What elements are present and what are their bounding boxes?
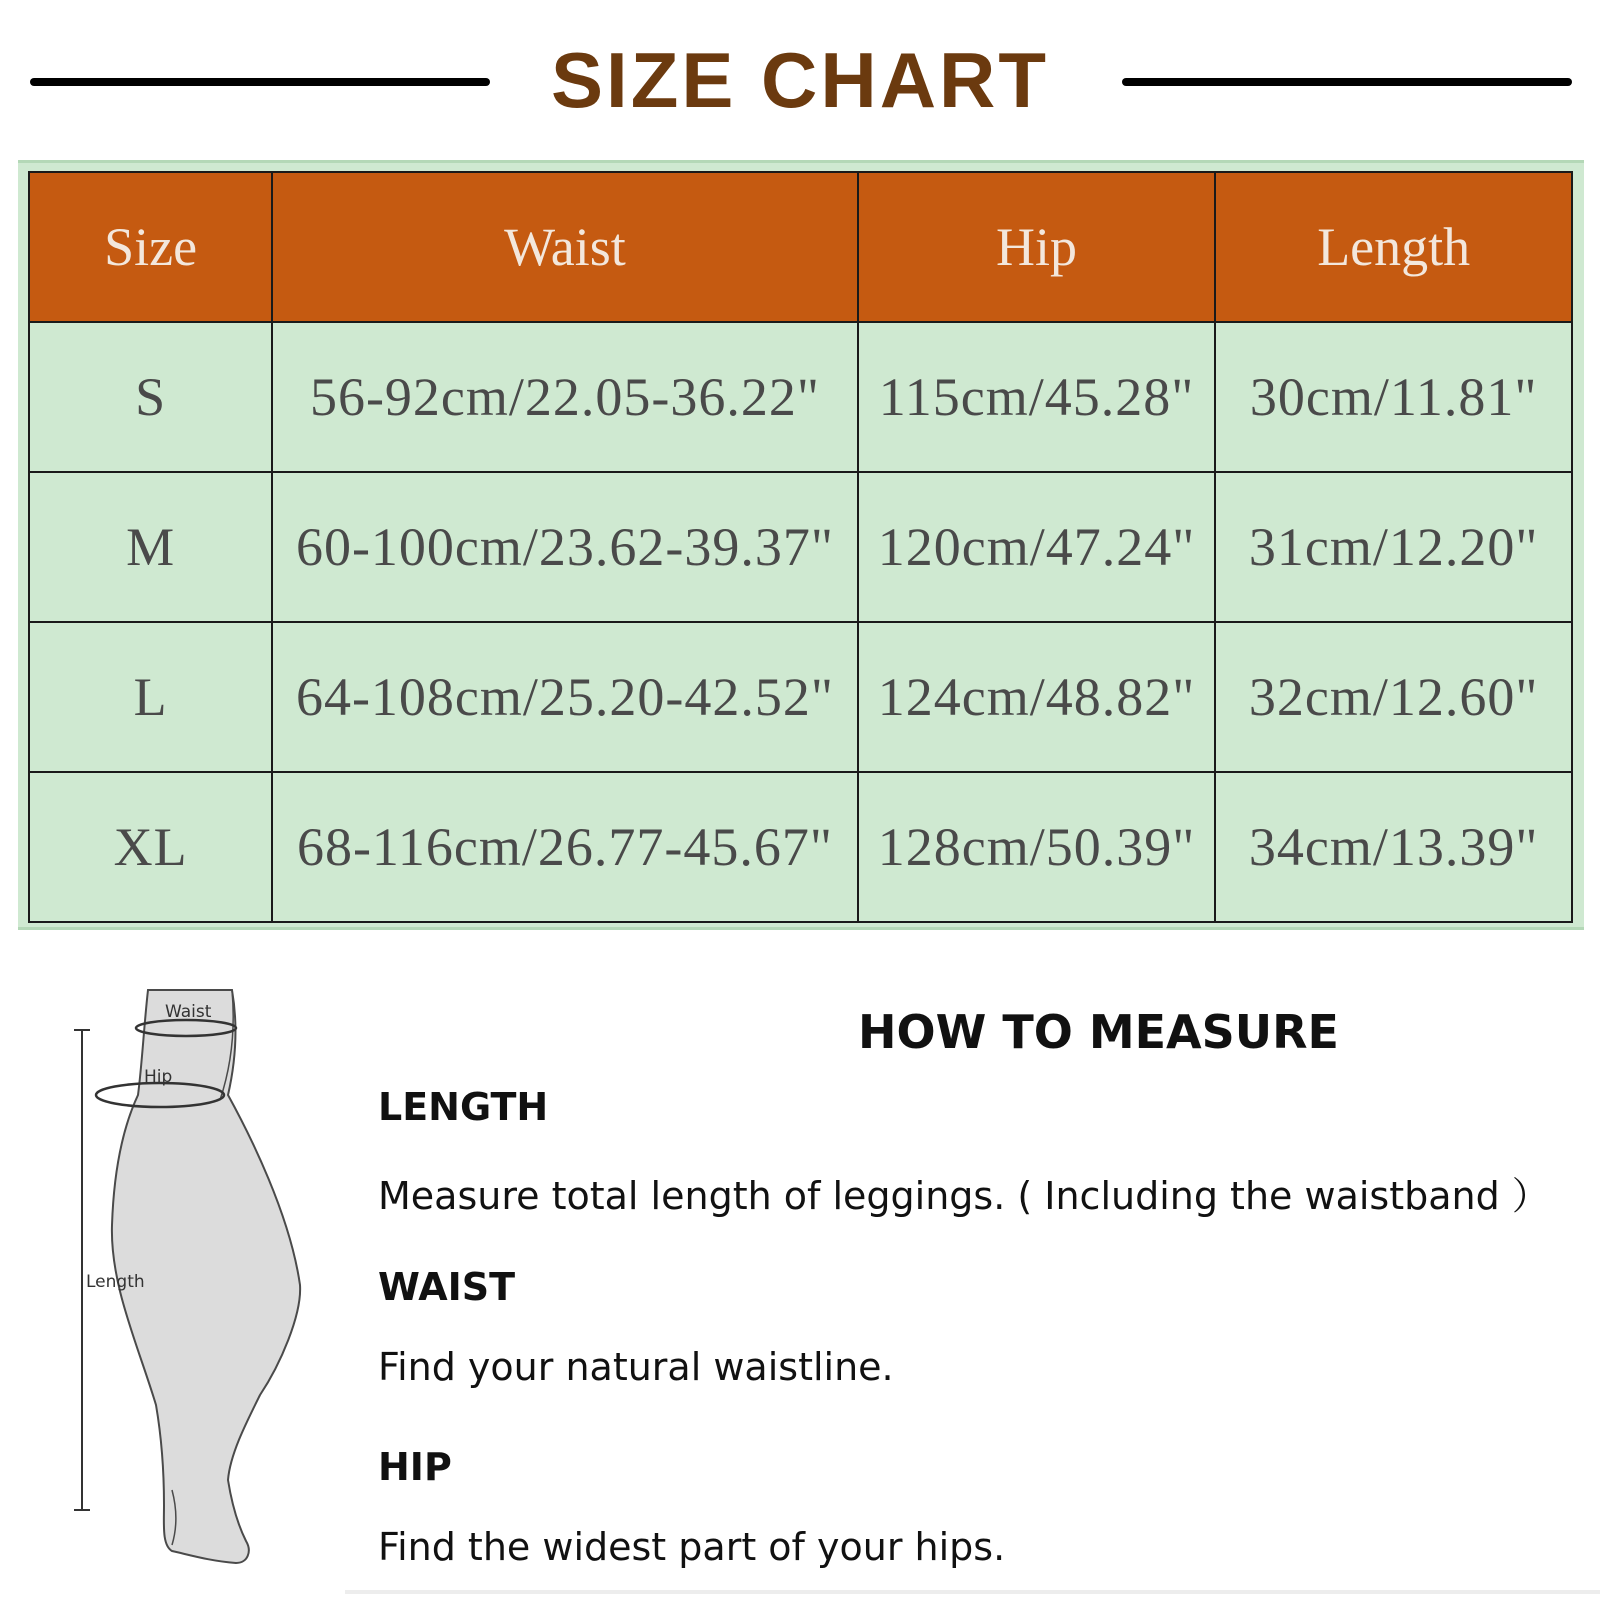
size-cell: L bbox=[29, 622, 272, 772]
waist-cell: 64-108cm/25.20-42.52" bbox=[272, 622, 858, 772]
section-title-length: LENGTH bbox=[378, 1085, 549, 1129]
hip-label: Hip bbox=[144, 1067, 173, 1087]
column-header-waist: Waist bbox=[272, 172, 858, 322]
how-to-measure-title: HOW TO MEASURE bbox=[858, 1005, 1339, 1059]
bottom-divider bbox=[345, 1590, 1600, 1594]
waist-cell: 68-116cm/26.77-45.67" bbox=[272, 772, 858, 922]
waist-label: Waist bbox=[165, 1002, 212, 1022]
column-header-hip: Hip bbox=[858, 172, 1216, 322]
waist-cell: 60-100cm/23.62-39.37" bbox=[272, 472, 858, 622]
section-text-length: Measure total length of leggings. ( Including the waistband ） bbox=[378, 1174, 1550, 1218]
page-title: SIZE CHART bbox=[551, 36, 1049, 124]
table-header-row bbox=[29, 172, 1572, 322]
size-cell: S bbox=[29, 322, 272, 472]
length-cell: 32cm/12.60" bbox=[1215, 622, 1572, 772]
section-title-hip: HIP bbox=[378, 1445, 452, 1489]
hip-cell: 115cm/45.28" bbox=[858, 322, 1216, 472]
size-table-panel bbox=[18, 160, 1584, 930]
size-cell: XL bbox=[29, 772, 272, 922]
hip-cell: 128cm/50.39" bbox=[858, 772, 1216, 922]
leggings-figure bbox=[60, 985, 340, 1585]
length-cell: 30cm/11.81" bbox=[1215, 322, 1572, 472]
section-text-waist: Find your natural waistline. bbox=[378, 1345, 894, 1389]
table-row bbox=[29, 772, 1572, 922]
waist-cell: 56-92cm/22.05-36.22" bbox=[272, 322, 858, 472]
hip-cell: 124cm/48.82" bbox=[858, 622, 1216, 772]
section-text-hip: Find the widest part of your hips. bbox=[378, 1525, 1006, 1569]
length-cell: 31cm/12.20" bbox=[1215, 472, 1572, 622]
table-row bbox=[29, 472, 1572, 622]
section-title-waist: WAIST bbox=[378, 1265, 516, 1309]
table-row bbox=[29, 622, 1572, 772]
column-header-size: Size bbox=[29, 172, 272, 322]
header bbox=[0, 30, 1600, 130]
table-row bbox=[29, 322, 1572, 472]
size-cell: M bbox=[29, 472, 272, 622]
length-label: Length bbox=[86, 1272, 145, 1292]
column-header-length: Length bbox=[1215, 172, 1572, 322]
hip-cell: 120cm/47.24" bbox=[858, 472, 1216, 622]
size-table bbox=[28, 171, 1573, 923]
right-divider bbox=[1122, 78, 1572, 86]
length-cell: 34cm/13.39" bbox=[1215, 772, 1572, 922]
how-to-measure bbox=[0, 1005, 1600, 1065]
